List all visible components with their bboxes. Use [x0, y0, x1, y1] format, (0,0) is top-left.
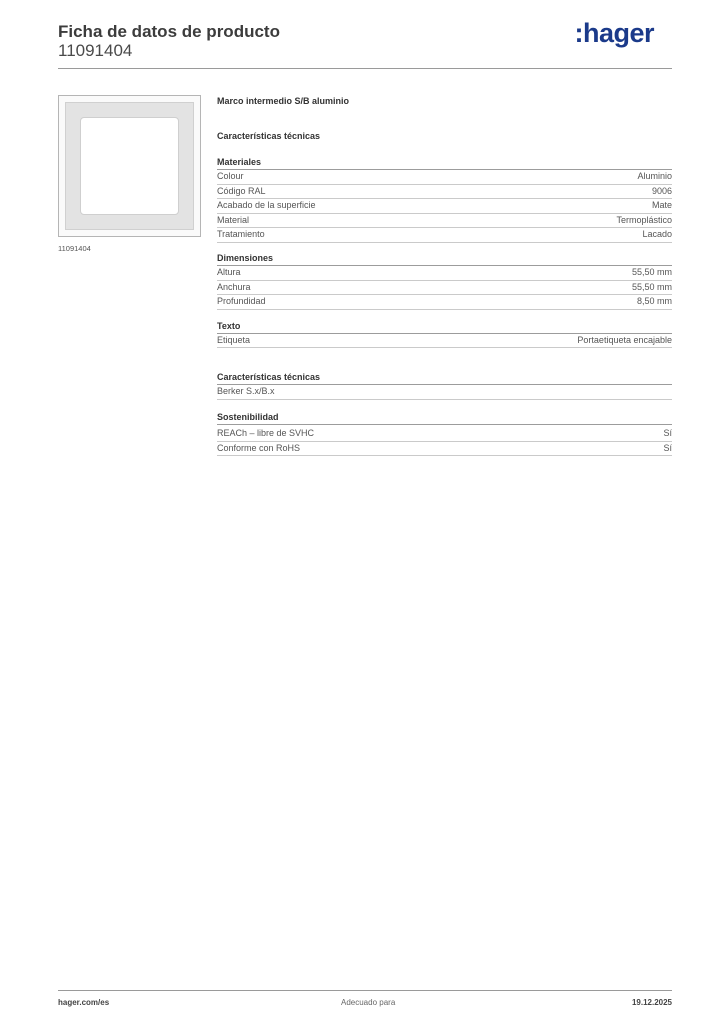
spec-label: Berker S.x/B.x	[217, 386, 275, 397]
section-texto	[217, 319, 672, 349]
section-materiales	[217, 155, 672, 243]
frame-inner	[80, 117, 179, 215]
specs-heading: Características técnicas	[217, 131, 321, 141]
header-divider	[58, 68, 672, 69]
spec-row	[217, 214, 672, 229]
section-title-sostenibilidad: Sostenibilidad	[217, 410, 672, 425]
spec-label: REACh – libre de SVHC	[217, 427, 315, 438]
spec-value: 8,50 mm	[636, 296, 672, 307]
spec-value: 55,50 mm	[631, 281, 672, 292]
product-code: 11091404	[58, 41, 133, 60]
spec-value: Portaetiqueta encajable	[577, 334, 672, 345]
spec-label: Tratamiento	[217, 229, 265, 240]
spec-value: 55,50 mm	[631, 266, 672, 277]
image-caption: 11091404	[58, 244, 91, 253]
logo-colon: :	[574, 18, 583, 48]
product-specs	[217, 94, 672, 456]
spec-row	[217, 266, 672, 281]
spec-row	[217, 385, 672, 400]
spec-value: Aluminio	[637, 171, 672, 181]
spec-row	[217, 295, 672, 310]
spec-row	[217, 281, 672, 296]
spec-value: Mate	[651, 200, 672, 211]
footer-website: hager.com/es	[58, 998, 110, 1007]
section-dimensiones	[217, 251, 672, 310]
spec-label: Colour	[217, 171, 244, 181]
spec-label: Altura	[217, 266, 241, 277]
footer-date: 19.12.2025	[631, 998, 672, 1007]
spec-label: Etiqueta	[217, 334, 251, 345]
section-title-materiales: Materiales	[217, 155, 672, 170]
spec-row	[217, 170, 672, 185]
section-title-texto: Texto	[217, 319, 672, 334]
spec-label: Profundidad	[217, 296, 266, 307]
spec-row	[217, 334, 672, 349]
hager-logo	[574, 18, 654, 49]
spec-row	[217, 228, 672, 243]
logo-text: hager	[582, 18, 654, 48]
spec-label: Anchura	[217, 281, 251, 292]
spec-value: Lacado	[642, 229, 672, 240]
spec-row	[217, 442, 672, 457]
spec-value: Sí	[663, 427, 672, 438]
product-image	[58, 95, 201, 237]
spec-value: 9006	[651, 185, 672, 196]
section-title-dimensiones: Dimensiones	[217, 251, 672, 266]
footer-divider	[58, 990, 672, 991]
section-sostenibilidad	[217, 410, 672, 456]
section-title-caracteristicas: Características técnicas	[217, 370, 672, 385]
spec-row	[217, 199, 672, 214]
spec-label: Acabado de la superficie	[217, 200, 316, 211]
footer-suitable-for: Adecuado para	[341, 998, 396, 1007]
spec-label: Conforme con RoHS	[217, 442, 301, 453]
spec-row	[217, 427, 672, 442]
frame-outer	[65, 102, 194, 230]
spec-value: Termoplástico	[616, 214, 672, 225]
document-title: Ficha de datos de producto	[58, 22, 280, 41]
spec-label: Material	[217, 214, 250, 225]
header	[58, 20, 672, 70]
spec-value: Sí	[663, 442, 672, 453]
section-caracteristicas	[217, 370, 672, 400]
spec-row	[217, 185, 672, 200]
product-name: Marco intermedio S/B aluminio	[217, 96, 350, 106]
spec-label: Código RAL	[217, 185, 266, 196]
